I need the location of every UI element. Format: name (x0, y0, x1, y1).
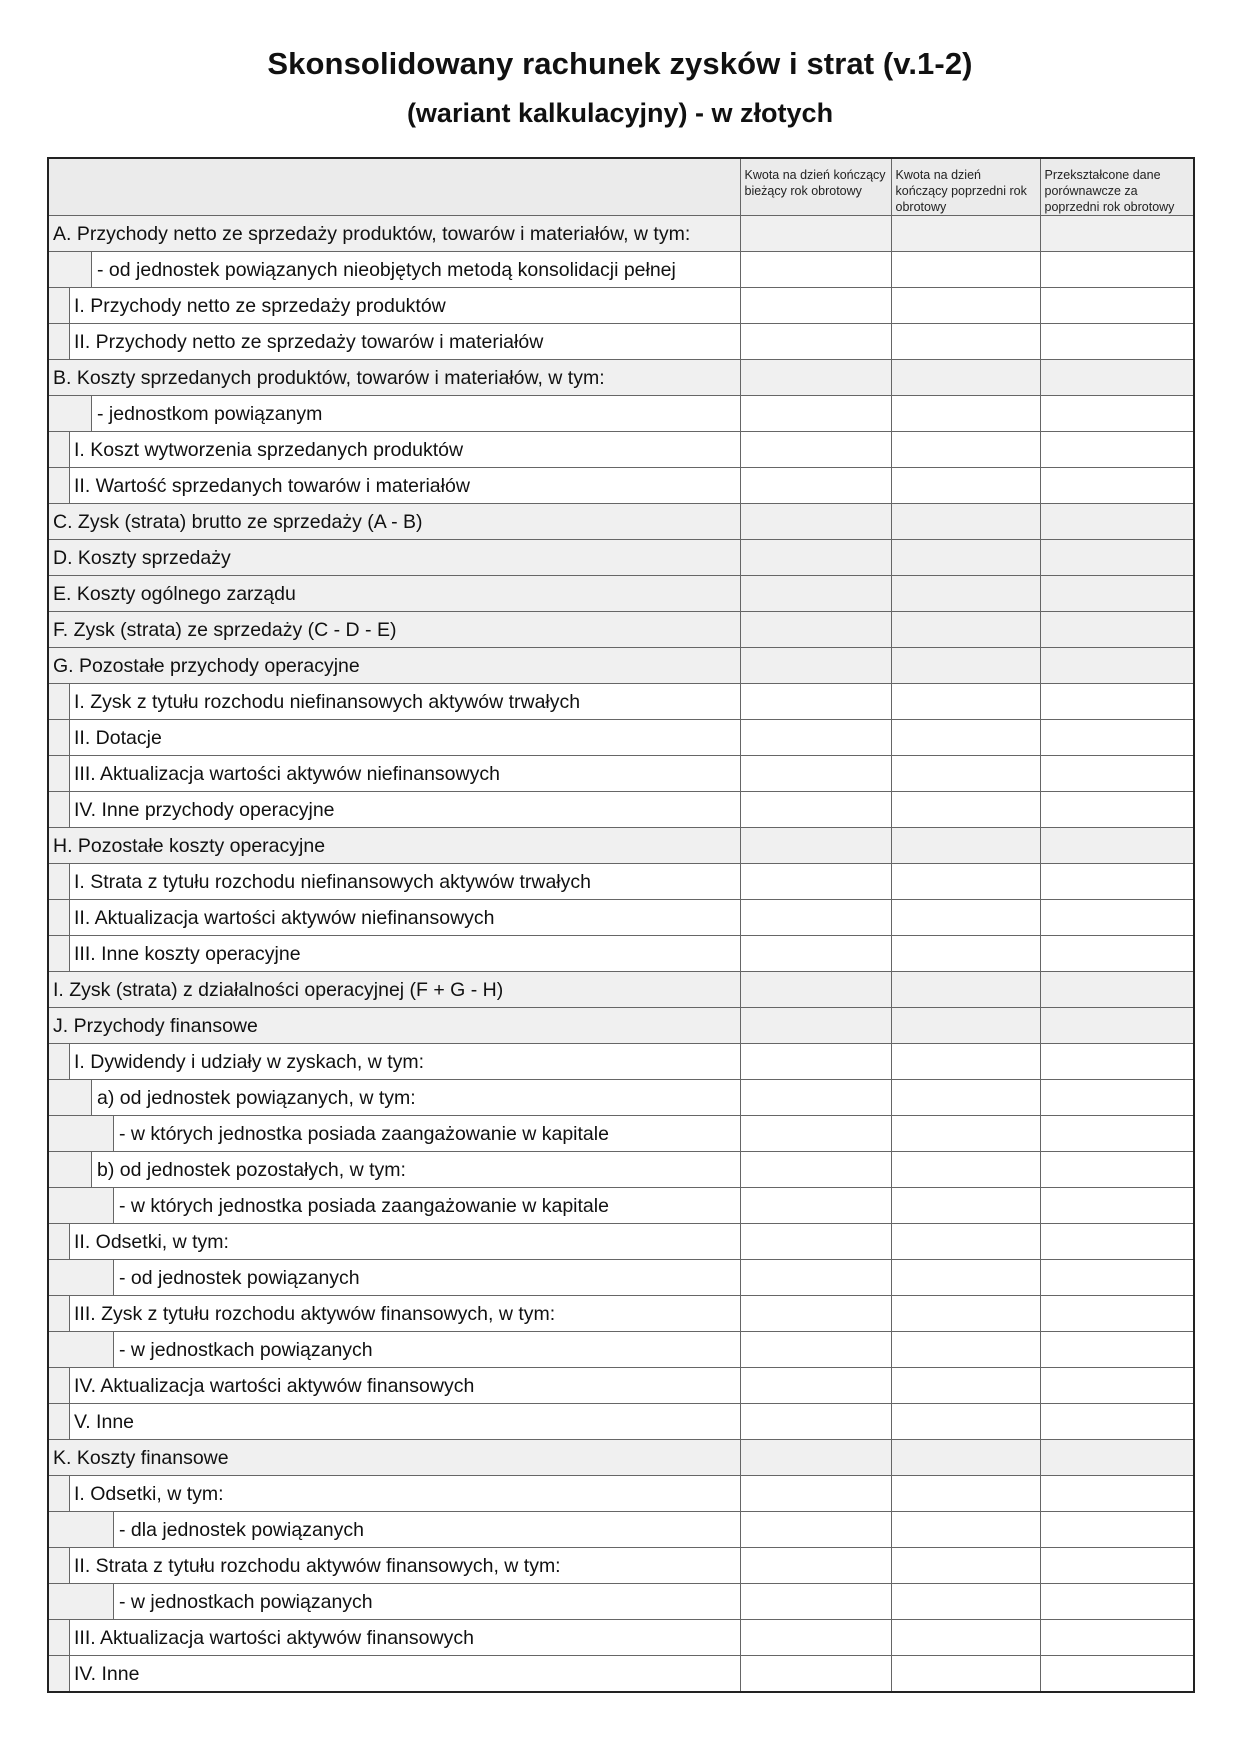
row-label: - w jednostkach powiązanych (119, 1591, 373, 1613)
row-label-cell (48, 1368, 740, 1404)
value-current-year[interactable] (740, 648, 891, 684)
statement-row (48, 1512, 1194, 1548)
value-restated-comparative[interactable] (1040, 1620, 1194, 1656)
value-previous-year[interactable] (891, 1152, 1040, 1188)
statement-row (48, 1260, 1194, 1296)
row-label-cell (48, 1260, 740, 1296)
value-restated-comparative[interactable] (1040, 900, 1194, 936)
row-label: K. Koszty finansowe (53, 1447, 229, 1469)
value-current-year[interactable] (740, 828, 891, 864)
value-previous-year[interactable] (891, 972, 1040, 1008)
page-title: Skonsolidowany rachunek zysków i strat (v.1-2) (267, 46, 973, 81)
statement-row (48, 828, 1194, 864)
row-label-cell (48, 1008, 740, 1044)
value-restated-comparative[interactable] (1040, 1512, 1194, 1548)
value-current-year[interactable] (740, 1152, 891, 1188)
value-current-year[interactable] (740, 1440, 891, 1476)
indent-spacer (49, 756, 70, 791)
value-restated-comparative[interactable] (1040, 648, 1194, 684)
value-restated-comparative[interactable] (1040, 1188, 1194, 1224)
value-current-year[interactable] (740, 504, 891, 540)
value-previous-year[interactable] (891, 1368, 1040, 1404)
statement-row (48, 1008, 1194, 1044)
row-label-cell (48, 1296, 740, 1332)
value-previous-year[interactable] (891, 1548, 1040, 1584)
statement-row (48, 540, 1194, 576)
value-current-year[interactable] (740, 612, 891, 648)
row-label: III. Aktualizacja wartości aktywów finansowych (74, 1627, 474, 1649)
row-label: II. Dotacje (74, 727, 162, 749)
value-current-year[interactable] (740, 1656, 891, 1693)
row-label: D. Koszty sprzedaży (53, 547, 231, 569)
value-previous-year[interactable] (891, 1404, 1040, 1440)
value-restated-comparative[interactable] (1040, 432, 1194, 468)
statement-row (48, 1152, 1194, 1188)
statement-row (48, 684, 1194, 720)
row-label: I. Dywidendy i udziały w zyskach, w tym: (74, 1051, 425, 1073)
value-previous-year[interactable] (891, 1620, 1040, 1656)
value-current-year[interactable] (740, 1476, 891, 1512)
row-label-cell (48, 1044, 740, 1080)
statement-row (48, 1080, 1194, 1116)
indent-spacer (49, 1512, 114, 1547)
row-label-cell (48, 756, 740, 792)
value-current-year[interactable] (740, 576, 891, 612)
row-label-cell (48, 360, 740, 396)
statement-row (48, 792, 1194, 828)
value-previous-year[interactable] (891, 756, 1040, 792)
statement-row (48, 1332, 1194, 1368)
indent-spacer (49, 1476, 70, 1511)
value-previous-year[interactable] (891, 1656, 1040, 1693)
value-current-year[interactable] (740, 252, 891, 288)
value-restated-comparative[interactable] (1040, 576, 1194, 612)
row-label-cell (48, 468, 740, 504)
value-previous-year[interactable] (891, 396, 1040, 432)
indent-spacer (49, 1620, 70, 1655)
value-restated-comparative[interactable] (1040, 972, 1194, 1008)
indent-spacer (49, 684, 70, 719)
statement-row (48, 1224, 1194, 1260)
statement-row (48, 1584, 1194, 1620)
statement-row (48, 1656, 1194, 1693)
value-restated-comparative[interactable] (1040, 1548, 1194, 1584)
statement-row (48, 720, 1194, 756)
statement-row (48, 612, 1194, 648)
indent-spacer (49, 1116, 114, 1151)
row-label: III. Inne koszty operacyjne (74, 943, 301, 965)
value-previous-year[interactable] (891, 576, 1040, 612)
row-label: A. Przychody netto ze sprzedaży produktów, towarów i materiałów, w tym: (53, 223, 691, 245)
row-label-cell (48, 648, 740, 684)
statement-row (48, 936, 1194, 972)
value-current-year[interactable] (740, 1008, 891, 1044)
statement-row (48, 1620, 1194, 1656)
value-previous-year[interactable] (891, 1260, 1040, 1296)
value-current-year[interactable] (740, 972, 891, 1008)
statement-row (48, 1404, 1194, 1440)
value-current-year[interactable] (740, 288, 891, 324)
value-previous-year[interactable] (891, 1188, 1040, 1224)
value-previous-year[interactable] (891, 1584, 1040, 1620)
value-previous-year[interactable] (891, 1224, 1040, 1260)
statement-row (48, 360, 1194, 396)
value-previous-year[interactable] (891, 504, 1040, 540)
statement-row (48, 576, 1194, 612)
indent-spacer (49, 468, 70, 503)
row-label-cell (48, 1332, 740, 1368)
statement-row (48, 216, 1194, 252)
value-restated-comparative[interactable] (1040, 468, 1194, 504)
statement-row (48, 1296, 1194, 1332)
header-label-cell (48, 158, 740, 216)
indent-spacer (49, 1656, 70, 1691)
value-current-year[interactable] (740, 468, 891, 504)
value-restated-comparative[interactable] (1040, 720, 1194, 756)
header-row (48, 158, 1194, 216)
value-restated-comparative[interactable] (1040, 1440, 1194, 1476)
value-current-year[interactable] (740, 864, 891, 900)
value-current-year[interactable] (740, 1548, 891, 1584)
value-restated-comparative[interactable] (1040, 1260, 1194, 1296)
row-label: - dla jednostek powiązanych (119, 1519, 364, 1541)
row-label-cell (48, 1116, 740, 1152)
value-current-year[interactable] (740, 1224, 891, 1260)
value-current-year[interactable] (740, 1620, 891, 1656)
value-previous-year[interactable] (891, 1008, 1040, 1044)
row-label: B. Koszty sprzedanych produktów, towarów i materiałów, w tym: (53, 367, 605, 389)
row-label-cell (48, 1224, 740, 1260)
row-label-cell (48, 540, 740, 576)
statement-row (48, 252, 1194, 288)
row-label: I. Przychody netto ze sprzedaży produktów (74, 295, 446, 317)
indent-spacer (49, 1548, 70, 1583)
value-restated-comparative[interactable] (1040, 612, 1194, 648)
indent-spacer (49, 396, 92, 431)
value-current-year[interactable] (740, 396, 891, 432)
row-label: C. Zysk (strata) brutto ze sprzedaży (A - B) (53, 511, 423, 533)
row-label: IV. Inne przychody operacyjne (74, 799, 335, 821)
row-label-cell (48, 1152, 740, 1188)
row-label-cell (48, 1512, 740, 1548)
statement-row (48, 648, 1194, 684)
row-label-cell (48, 1620, 740, 1656)
row-label: J. Przychody finansowe (53, 1015, 258, 1037)
value-previous-year[interactable] (891, 468, 1040, 504)
value-previous-year[interactable] (891, 1512, 1040, 1548)
value-previous-year[interactable] (891, 1332, 1040, 1368)
row-label-cell (48, 288, 740, 324)
value-current-year[interactable] (740, 1512, 891, 1548)
value-previous-year[interactable] (891, 1476, 1040, 1512)
row-label: - w których jednostka posiada zaangażowanie w kapitale (119, 1123, 609, 1145)
row-label-cell (48, 396, 740, 432)
row-label-cell (48, 504, 740, 540)
value-current-year[interactable] (740, 1188, 891, 1224)
value-current-year[interactable] (740, 1368, 891, 1404)
row-label-cell (48, 864, 740, 900)
value-restated-comparative[interactable] (1040, 1152, 1194, 1188)
value-previous-year[interactable] (891, 216, 1040, 252)
row-label: G. Pozostałe przychody operacyjne (53, 655, 360, 677)
statement-row (48, 1368, 1194, 1404)
indent-spacer (49, 1044, 70, 1079)
value-restated-comparative[interactable] (1040, 1224, 1194, 1260)
value-previous-year[interactable] (891, 540, 1040, 576)
indent-spacer (49, 792, 70, 827)
row-label-cell (48, 1404, 740, 1440)
value-restated-comparative[interactable] (1040, 1296, 1194, 1332)
value-previous-year[interactable] (891, 1116, 1040, 1152)
row-label: IV. Aktualizacja wartości aktywów finansowych (74, 1375, 475, 1397)
row-label-cell (48, 576, 740, 612)
statement-row (48, 1476, 1194, 1512)
value-restated-comparative[interactable] (1040, 756, 1194, 792)
value-previous-year[interactable] (891, 864, 1040, 900)
indent-spacer (49, 432, 70, 467)
value-previous-year[interactable] (891, 432, 1040, 468)
value-current-year[interactable] (740, 1296, 891, 1332)
statement-row (48, 900, 1194, 936)
row-label: - od jednostek powiązanych nieobjętych metodą konsolidacji pełnej (97, 259, 676, 281)
statement-row (48, 288, 1194, 324)
indent-spacer (49, 864, 70, 899)
value-restated-comparative[interactable] (1040, 864, 1194, 900)
value-restated-comparative[interactable] (1040, 1008, 1194, 1044)
value-restated-comparative[interactable] (1040, 1368, 1194, 1404)
statement-row (48, 504, 1194, 540)
indent-spacer (49, 936, 70, 971)
row-label-cell (48, 1080, 740, 1116)
row-label-cell (48, 972, 740, 1008)
value-restated-comparative[interactable] (1040, 216, 1194, 252)
value-restated-comparative[interactable] (1040, 828, 1194, 864)
value-previous-year[interactable] (891, 684, 1040, 720)
value-previous-year[interactable] (891, 1296, 1040, 1332)
indent-spacer (49, 1188, 114, 1223)
row-label: F. Zysk (strata) ze sprzedaży (C - D - E) (53, 619, 397, 641)
indent-spacer (49, 288, 70, 323)
indent-spacer (49, 720, 70, 755)
value-previous-year[interactable] (891, 360, 1040, 396)
indent-spacer (49, 1584, 114, 1619)
value-previous-year[interactable] (891, 1080, 1040, 1116)
value-current-year[interactable] (740, 1044, 891, 1080)
value-restated-comparative[interactable] (1040, 1116, 1194, 1152)
column-header-previous-year: Kwota na dzień kończący poprzedni rok obrotowy (891, 158, 1040, 216)
row-label: I. Koszt wytworzenia sprzedanych produktów (74, 439, 464, 461)
value-restated-comparative[interactable] (1040, 1044, 1194, 1080)
income-statement-table (47, 157, 1195, 1693)
value-restated-comparative[interactable] (1040, 1332, 1194, 1368)
value-current-year[interactable] (740, 360, 891, 396)
value-restated-comparative[interactable] (1040, 360, 1194, 396)
statement-row (48, 396, 1194, 432)
value-current-year[interactable] (740, 1116, 891, 1152)
row-label-cell (48, 828, 740, 864)
value-restated-comparative[interactable] (1040, 1584, 1194, 1620)
column-header-restated-comparative: Przekształcone dane porównawcze za poprzedni rok obrotowy (1040, 158, 1194, 216)
row-label: V. Inne (74, 1411, 135, 1433)
value-restated-comparative[interactable] (1040, 1656, 1194, 1693)
statement-row (48, 1548, 1194, 1584)
value-current-year[interactable] (740, 684, 891, 720)
value-previous-year[interactable] (891, 648, 1040, 684)
statement-row (48, 432, 1194, 468)
value-previous-year[interactable] (891, 936, 1040, 972)
indent-spacer (49, 1152, 92, 1187)
row-label: - w jednostkach powiązanych (119, 1339, 373, 1361)
row-label-cell (48, 1476, 740, 1512)
row-label: III. Aktualizacja wartości aktywów niefinansowych (74, 763, 500, 785)
row-label: - jednostkom powiązanym (97, 403, 323, 425)
indent-spacer (49, 1368, 70, 1403)
value-current-year[interactable] (740, 900, 891, 936)
value-current-year[interactable] (740, 1404, 891, 1440)
indent-spacer (49, 1260, 114, 1295)
value-restated-comparative[interactable] (1040, 1404, 1194, 1440)
column-header-current-year: Kwota na dzień kończący bieżący rok obrotowy (740, 158, 891, 216)
value-current-year[interactable] (740, 540, 891, 576)
indent-spacer (49, 1080, 92, 1115)
value-current-year[interactable] (740, 756, 891, 792)
row-label: I. Strata z tytułu rozchodu niefinansowych aktywów trwałych (74, 871, 591, 893)
row-label: III. Zysk z tytułu rozchodu aktywów finansowych, w tym: (74, 1303, 556, 1325)
value-previous-year[interactable] (891, 612, 1040, 648)
value-current-year[interactable] (740, 720, 891, 756)
row-label-cell (48, 936, 740, 972)
row-label: - w których jednostka posiada zaangażowanie w kapitale (119, 1195, 609, 1217)
statement-row (48, 1440, 1194, 1476)
indent-spacer (49, 1332, 114, 1367)
indent-spacer (49, 1296, 70, 1331)
value-current-year[interactable] (740, 1260, 891, 1296)
row-label: II. Aktualizacja wartości aktywów niefinansowych (74, 907, 495, 929)
row-label-cell (48, 1656, 740, 1693)
indent-spacer (49, 900, 70, 935)
value-previous-year[interactable] (891, 900, 1040, 936)
row-label-cell (48, 1548, 740, 1584)
row-label: II. Strata z tytułu rozchodu aktywów finansowych, w tym: (74, 1555, 561, 1577)
row-label-cell (48, 1584, 740, 1620)
value-previous-year[interactable] (891, 792, 1040, 828)
value-restated-comparative[interactable] (1040, 936, 1194, 972)
value-current-year[interactable] (740, 792, 891, 828)
value-current-year[interactable] (740, 1332, 891, 1368)
value-restated-comparative[interactable] (1040, 324, 1194, 360)
row-label-cell (48, 432, 740, 468)
indent-spacer (49, 252, 92, 287)
value-current-year[interactable] (740, 324, 891, 360)
value-current-year[interactable] (740, 1584, 891, 1620)
value-previous-year[interactable] (891, 1440, 1040, 1476)
row-label: II. Przychody netto ze sprzedaży towarów i materiałów (74, 331, 544, 353)
row-label-cell (48, 900, 740, 936)
row-label: II. Wartość sprzedanych towarów i materiałów (74, 475, 470, 497)
value-current-year[interactable] (740, 936, 891, 972)
value-restated-comparative[interactable] (1040, 1080, 1194, 1116)
value-previous-year[interactable] (891, 720, 1040, 756)
statement-row (48, 1044, 1194, 1080)
row-label-cell (48, 216, 740, 252)
row-label-cell (48, 792, 740, 828)
row-label-cell (48, 720, 740, 756)
row-label: IV. Inne (74, 1663, 140, 1685)
row-label: I. Zysk (strata) z działalności operacyjnej (F + G - H) (53, 979, 504, 1001)
row-label: - od jednostek powiązanych (119, 1267, 360, 1289)
indent-spacer (49, 1404, 70, 1439)
value-restated-comparative[interactable] (1040, 540, 1194, 576)
statement-row (48, 468, 1194, 504)
row-label-cell (48, 324, 740, 360)
value-restated-comparative[interactable] (1040, 504, 1194, 540)
value-previous-year[interactable] (891, 324, 1040, 360)
value-current-year[interactable] (740, 1080, 891, 1116)
value-previous-year[interactable] (891, 1044, 1040, 1080)
value-previous-year[interactable] (891, 288, 1040, 324)
statement-row (48, 972, 1194, 1008)
row-label-cell (48, 612, 740, 648)
statement-row (48, 1116, 1194, 1152)
row-label: II. Odsetki, w tym: (74, 1231, 229, 1253)
row-label: H. Pozostałe koszty operacyjne (53, 835, 326, 857)
row-label: I. Odsetki, w tym: (74, 1483, 224, 1505)
value-restated-comparative[interactable] (1040, 252, 1194, 288)
value-restated-comparative[interactable] (1040, 792, 1194, 828)
value-restated-comparative[interactable] (1040, 1476, 1194, 1512)
row-label-cell (48, 1440, 740, 1476)
value-restated-comparative[interactable] (1040, 684, 1194, 720)
statement-row (48, 756, 1194, 792)
statement-row (48, 324, 1194, 360)
value-restated-comparative[interactable] (1040, 288, 1194, 324)
row-label-cell (48, 684, 740, 720)
value-previous-year[interactable] (891, 252, 1040, 288)
page-subtitle: (wariant kalkulacyjny) - w złotych (406, 98, 834, 128)
indent-spacer (49, 1224, 70, 1259)
value-previous-year[interactable] (891, 828, 1040, 864)
row-label: I. Zysk z tytułu rozchodu niefinansowych aktywów trwałych (74, 691, 581, 713)
row-label: a) od jednostek powiązanych, w tym: (97, 1087, 416, 1109)
row-label-cell (48, 1188, 740, 1224)
value-current-year[interactable] (740, 216, 891, 252)
value-restated-comparative[interactable] (1040, 396, 1194, 432)
row-label: E. Koszty ogólnego zarządu (53, 583, 296, 605)
indent-spacer (49, 324, 70, 359)
value-current-year[interactable] (740, 432, 891, 468)
row-label: b) od jednostek pozostałych, w tym: (97, 1159, 406, 1181)
row-label-cell (48, 252, 740, 288)
statement-row (48, 1188, 1194, 1224)
statement-row (48, 864, 1194, 900)
